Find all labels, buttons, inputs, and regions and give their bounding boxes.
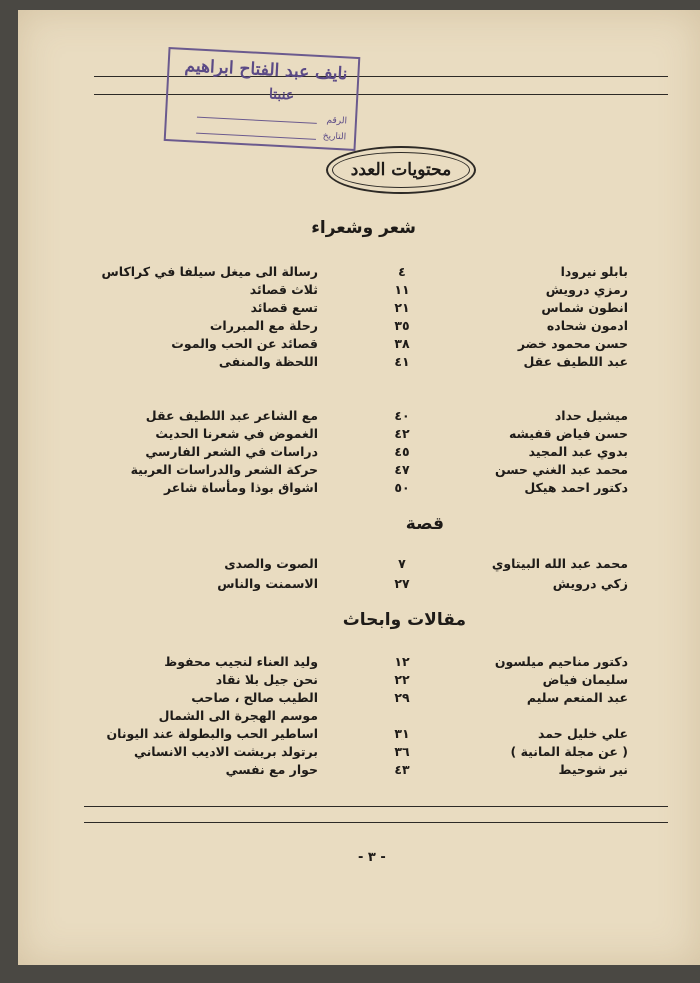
toc-title: برتولد بريشت الاديب الانساني	[133, 744, 318, 759]
toc-title: مع الشاعر عبد اللطيف عقل	[145, 408, 318, 423]
toc-row	[18, 444, 700, 462]
toc-author: انطون شماس	[541, 300, 628, 315]
page-number: - ٣ -	[358, 850, 386, 865]
toc-author: حسن فياض قفيشه	[508, 426, 628, 441]
toc-title: دراسات في الشعر الفارسي	[145, 444, 318, 459]
toc-author: عبد اللطيف عقل	[523, 354, 628, 369]
toc-author: دكتور مناحيم ميلسون	[494, 654, 628, 669]
toc-author: ( عن مجلة المانية )	[510, 744, 628, 759]
toc-page: ٢١	[394, 300, 410, 315]
toc-page: ٢٢	[394, 672, 410, 687]
stamp-number-line	[197, 117, 317, 124]
toc-row	[18, 408, 700, 426]
toc-author: علي خليل حمد	[538, 726, 628, 741]
toc-title: اشواق بوذا ومأساة شاعر	[163, 480, 318, 495]
toc-page: ٣٦	[394, 744, 410, 759]
toc-author: دكتور احمد هيكل	[524, 480, 628, 495]
stamp-name: نايف عبد الفتاح ابراهيم	[184, 55, 348, 85]
toc-title: وليد العناء لنجيب محفوظ	[164, 654, 318, 669]
toc-title: موسم الهجرة الى الشمال	[158, 708, 318, 723]
toc-title: الغموض في شعرنا الحديث	[155, 426, 318, 441]
toc-author: بابلو نيرودا	[560, 264, 628, 279]
toc-page: ٧	[398, 556, 406, 571]
bottom-rule-1	[84, 806, 668, 807]
toc-row	[18, 690, 700, 708]
stamp-date-label: التاريخ	[322, 131, 347, 143]
toc-page: ٢٧	[394, 576, 410, 591]
toc-row	[18, 654, 700, 672]
toc-row	[18, 672, 700, 690]
toc-page: ٤٠	[394, 408, 410, 423]
toc-page: ٢٩	[394, 690, 410, 705]
toc-page: ٣١	[394, 726, 410, 741]
toc-title: الاسمنت والناس	[217, 576, 318, 591]
magazine-page	[18, 10, 700, 965]
toc-row	[18, 318, 700, 336]
toc-page: ٤٥	[394, 444, 410, 459]
toc-page: ٣٨	[394, 336, 410, 351]
toc-page: ٤٢	[394, 426, 410, 441]
stamp-date-line	[196, 133, 316, 140]
toc-author: عبد المنعم سليم	[526, 690, 628, 705]
toc-row	[18, 726, 700, 744]
ownership-stamp	[164, 47, 361, 151]
toc-row	[18, 762, 700, 780]
contents-heading: محتويات العدد	[350, 160, 452, 180]
toc-title: الطيب صالح ، صاحب	[191, 690, 318, 705]
toc-page: ٤	[398, 264, 406, 279]
toc-title: اساطير الحب والبطولة عند اليونان	[106, 726, 318, 741]
toc-author: حسن محمود خضر	[517, 336, 628, 351]
toc-author: محمد عبد الله البيتاوي	[491, 556, 628, 571]
toc-page: ١١	[394, 282, 410, 297]
section-title-articles: مقالات وابحاث	[342, 610, 466, 630]
toc-title: رسالة الى ميغل سيلفا في كراكاس	[101, 264, 318, 279]
toc-row	[18, 336, 700, 354]
toc-title: رحلة مع المبررات	[209, 318, 318, 333]
toc-author: محمد عبد الغني حسن	[494, 462, 628, 477]
toc-title: حوار مع نفسي	[225, 762, 318, 777]
toc-row	[18, 264, 700, 282]
toc-author: نير شوحيط	[558, 762, 628, 777]
toc-page: ٤١	[394, 354, 410, 369]
toc-author: زكي درويش	[552, 576, 628, 591]
toc-page: ١٢	[394, 654, 410, 669]
toc-row	[18, 426, 700, 444]
toc-row	[18, 480, 700, 498]
toc-page: ٣٥	[394, 318, 410, 333]
toc-row	[18, 354, 700, 372]
contents-heading-frame	[326, 146, 476, 194]
toc-page: ٥٠	[394, 480, 410, 495]
toc-author: رمزي درويش	[545, 282, 628, 297]
toc-page: ٤٧	[394, 462, 410, 477]
toc-title: تسع قصائد	[250, 300, 318, 315]
toc-author: بدوي عبد المجيد	[528, 444, 628, 459]
toc-row	[18, 300, 700, 318]
toc-row	[18, 556, 700, 574]
toc-title: ثلاث قصائد	[249, 282, 318, 297]
toc-title: حركة الشعر والدراسات العربية	[130, 462, 318, 477]
toc-title: قصائد عن الحب والموت	[171, 336, 318, 351]
toc-row	[18, 708, 700, 726]
section-title-poetry: شعر وشعراء	[311, 218, 416, 238]
toc-author: ميشيل حداد	[554, 408, 628, 423]
toc-title: الصوت والصدى	[224, 556, 318, 571]
stamp-number-label: الرقم	[326, 115, 348, 127]
toc-row	[18, 576, 700, 594]
stamp-city: عنبتا	[268, 86, 295, 104]
toc-author: ادمون شحاده	[546, 318, 628, 333]
toc-page: ٤٣	[394, 762, 410, 777]
toc-row	[18, 744, 700, 762]
toc-row	[18, 282, 700, 300]
toc-title: نحن جيل بلا نقاد	[215, 672, 318, 687]
section-title-story: قصة	[405, 514, 444, 534]
toc-row	[18, 462, 700, 480]
bottom-rule-2	[84, 822, 668, 823]
toc-author: سليمان فياض	[542, 672, 628, 687]
toc-title: اللحظة والمنفى	[218, 354, 318, 369]
